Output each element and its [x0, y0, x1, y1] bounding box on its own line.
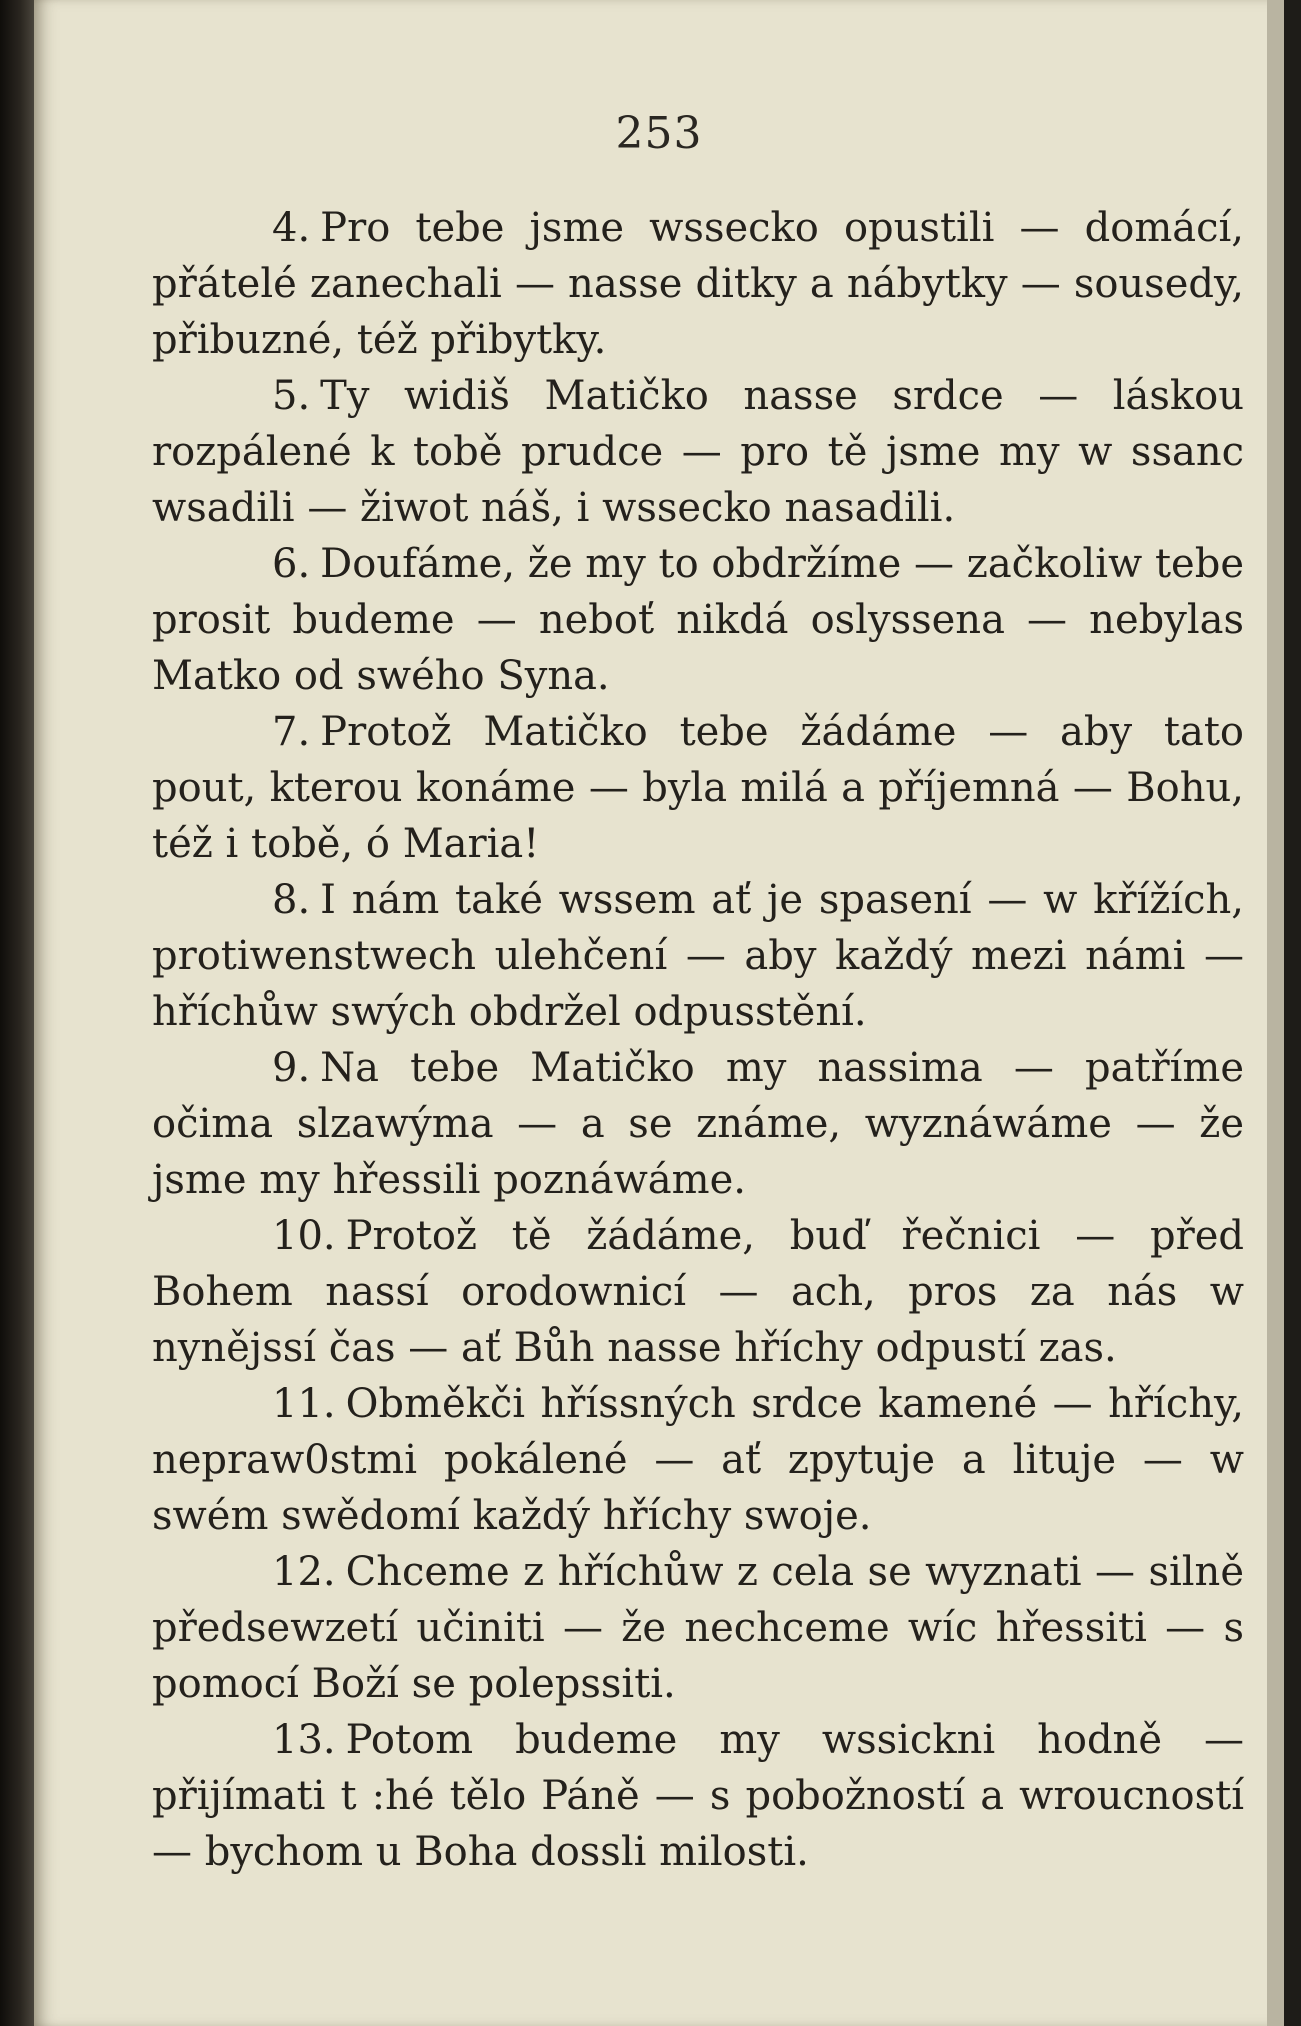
- verse-number: 9.: [272, 1045, 311, 1091]
- verse-text: Pro tebe jsme wssecko opustili — domácí, přátelé zanechali — nasse ditky a nábytky — sousedy, přibuzné, též přibytky.: [152, 205, 1244, 363]
- verse: [152, 704, 1244, 872]
- verse-number: 6.: [272, 541, 311, 587]
- verse: [152, 1712, 1244, 1880]
- verse: [152, 1376, 1244, 1544]
- verse-number: 10.: [272, 1213, 336, 1259]
- verse-text: Chceme z hříchůw z cela se wyznati — silně předsewzetí učiniti — že nechceme wíc hřessiti — s pomocí Boží se polepssiti.: [152, 1549, 1244, 1707]
- verse-number: 4.: [272, 205, 311, 251]
- verse: [152, 200, 1244, 368]
- page-number: 253: [615, 108, 703, 159]
- book-page: [34, 0, 1284, 2026]
- verse: [152, 1040, 1244, 1208]
- verse-text: Doufáme, že my to obdržíme — začkoliw tebe prosit budeme — neboť nikdá oslyssena — nebylas Matko od swého Syna.: [152, 541, 1244, 699]
- verse-number: 7.: [272, 709, 311, 755]
- page-edge: [1267, 0, 1284, 2026]
- verse-text: Potom budeme my wssickni hodně — přijímati t :hé tělo Páně — s pobožností a wroucností — bychom u Boha dossli milosti.: [152, 1717, 1244, 1875]
- verse-number: 5.: [272, 373, 311, 419]
- verse-text: Protož Matičko tebe žádáme — aby tato pout, kterou konáme — byla milá a příjemná — Bohu, též i tobě, ó Maria!: [152, 709, 1244, 867]
- verse: [152, 872, 1244, 1040]
- book-gutter: [0, 0, 34, 2026]
- verse-text: I nám také wssem ať je spasení — w křížích, protiwenstwech ulehčení — aby každý mezi námi — hříchůw swých obdržel odpusstění.: [152, 877, 1244, 1035]
- verse-text: Obměkči hříssných srdce kamené — hříchy, nepraw0stmi pokálené — ať zpytuje a lituje — w swém swědomí každý hříchy swoje.: [152, 1381, 1244, 1539]
- verse: [152, 1544, 1244, 1712]
- verse: [152, 368, 1244, 536]
- verse-number: 13.: [272, 1717, 336, 1763]
- verse: [152, 1208, 1244, 1376]
- verse-number: 11.: [272, 1381, 336, 1427]
- verse-text: Protož tě žádáme, buď řečnici — před Bohem nassí orodownicí — ach, pros za nás w nynějssí čas — ať Bůh nasse hříchy odpustí zas.: [152, 1213, 1244, 1371]
- verse-number: 12.: [272, 1549, 336, 1595]
- verse-text: Na tebe Matičko my nassima — patříme očima slzawýma — a se známe, wyznáwáme — že jsme my hřessili poznáwáme.: [152, 1045, 1244, 1203]
- verse: [152, 536, 1244, 704]
- verse-text: Ty widiš Matičko nasse srdce — láskou rozpálené k tobě prudce — pro tě jsme my w ssanc wsadili — žiwot náš, i wssecko nasadili.: [152, 373, 1244, 531]
- verse-number: 8.: [272, 877, 311, 923]
- hymn-text: [152, 200, 1244, 1880]
